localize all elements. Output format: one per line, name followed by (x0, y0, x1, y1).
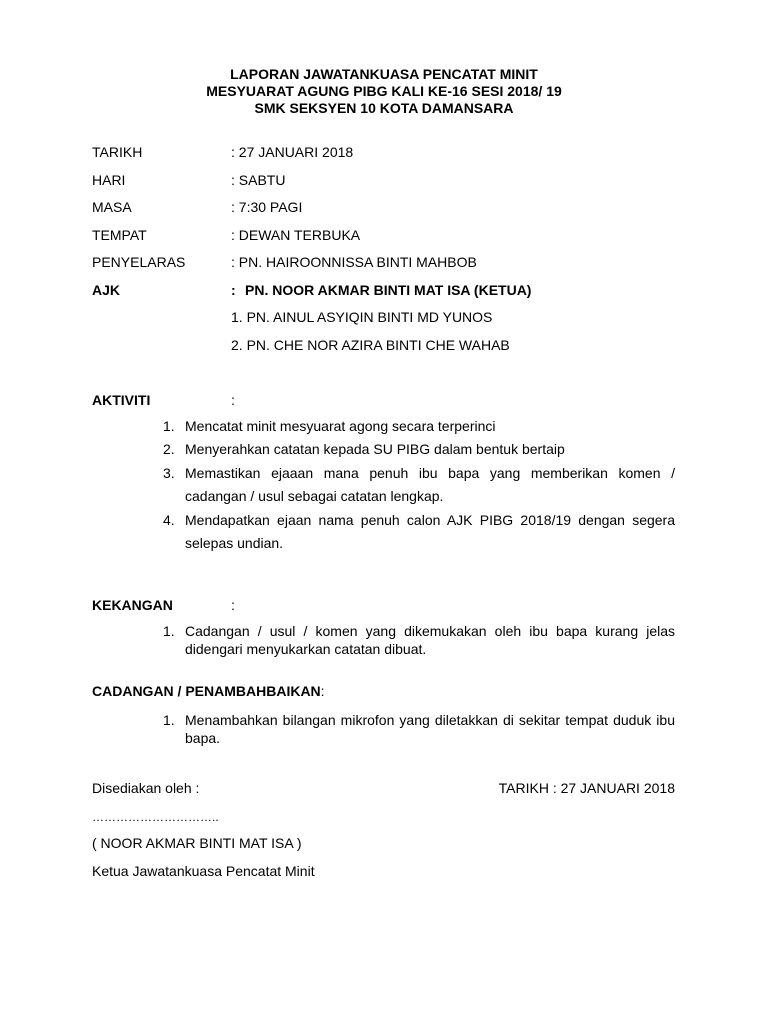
ajk-member: 2. PN. CHE NOR AZIRA BINTI CHE WAHAB (231, 337, 510, 353)
list-text: Menambahkan bilangan mikrofon yang diletakkan di sekitar tempat duduk ibu bapa. (185, 712, 675, 746)
title-line-1: LAPORAN JAWATANKUASA PENCATAT MINIT (230, 66, 538, 82)
detail-value: : 7:30 PAGI (231, 199, 303, 215)
detail-value: : DEWAN TERBUKA (231, 227, 361, 243)
cadangan-colon: : (320, 683, 325, 699)
list-number: 1. (163, 418, 175, 434)
list-text: Memastikan ejaaan mana penuh ibu bapa yang memberikan komen / cadangan / usul sebagai catatan lengkap. (185, 465, 675, 504)
title-line-2: MESYUARAT AGUNG PIBG KALI KE-16 SESI 2018/ 19 (206, 83, 562, 99)
detail-value: : SABTU (231, 172, 286, 188)
list-text: Mendapatkan ejaan nama penuh calon AJK PIBG 2018/19 dengan segera selepas undian. (185, 512, 675, 551)
detail-value: : 27 JANUARI 2018 (231, 144, 354, 160)
list-number: 4. (163, 512, 175, 528)
kekangan-label: KEKANGAN (92, 597, 173, 613)
detail-label: MASA (92, 199, 132, 215)
detail-label: TEMPAT (92, 227, 147, 243)
detail-value: : PN. HAIROONNISSA BINTI MAHBOB (231, 254, 477, 270)
detail-label: TARIKH (92, 144, 143, 160)
signature-line: ………………………….. (92, 810, 219, 824)
list-text: Menyerahkan catatan kepada SU PIBG dalam bentuk bertaip (185, 441, 565, 457)
list-number: 1. (163, 712, 175, 728)
title-line-3: SMK SEKSYEN 10 KOTA DAMANSARA (254, 100, 514, 116)
ajk-member: 1. PN. AINUL ASYIQIN BINTI MD YUNOS (231, 309, 493, 325)
prepared-by: Disediakan oleh : (92, 780, 200, 796)
list-number: 2. (163, 441, 175, 457)
ajk-label: AJK (92, 282, 121, 298)
list-number: 3. (163, 465, 175, 481)
signatory-name: ( NOOR AKMAR BINTI MAT ISA ) (92, 835, 302, 851)
ajk-head: PN. NOOR AKMAR BINTI MAT ISA (KETUA) (245, 282, 532, 298)
detail-label: HARI (92, 172, 126, 188)
cadangan-heading (92, 683, 325, 700)
list-text: Cadangan / usul / komen yang dikemukakan oleh ibu bapa kurang jelas didengari menyukarkan catatan dibuat. (185, 623, 675, 657)
ajk-colon: : (231, 282, 236, 298)
signature-date: TARIKH : 27 JANUARI 2018 (498, 780, 675, 796)
kekangan-colon: : (231, 597, 235, 613)
document-title (0, 66, 768, 117)
aktiviti-label: AKTIVITI (92, 392, 151, 408)
list-number: 1. (163, 623, 175, 639)
aktiviti-colon: : (231, 392, 235, 408)
list-text: Mencatat minit mesyuarat agong secara terperinci (185, 418, 496, 434)
cadangan-label: CADANGAN / PENAMBAHBAIKAN (92, 683, 321, 699)
detail-label: PENYELARAS (92, 254, 186, 270)
signatory-position: Ketua Jawatankuasa Pencatat Minit (92, 863, 315, 879)
